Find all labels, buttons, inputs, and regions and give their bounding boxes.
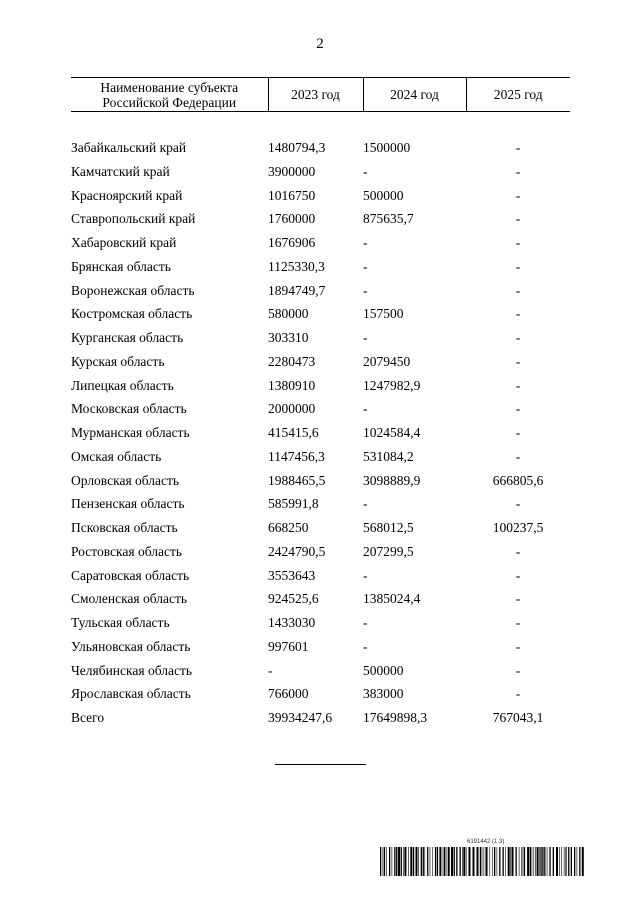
region-name-cell: Тульская область bbox=[71, 615, 170, 631]
value-2023-cell: 3553643 bbox=[268, 567, 316, 583]
table-body bbox=[71, 112, 570, 730]
region-name-cell: Пензенская область bbox=[71, 496, 185, 512]
value-2023-cell: 924525,6 bbox=[268, 591, 319, 607]
region-name-cell: Ульяновская область bbox=[71, 638, 191, 654]
value-2025-cell: - bbox=[515, 615, 521, 631]
value-2025-cell: - bbox=[515, 306, 521, 322]
value-2024-cell: 2079450 bbox=[363, 353, 411, 369]
value-2024-cell: 207299,5 bbox=[363, 543, 414, 559]
value-2024-cell: 1024584,4 bbox=[363, 425, 421, 441]
table-row bbox=[71, 635, 570, 659]
value-2025-cell: - bbox=[515, 425, 521, 441]
table-row bbox=[71, 278, 570, 302]
region-name-cell: Костромская область bbox=[71, 306, 193, 322]
value-2024-cell: 500000 bbox=[363, 187, 404, 203]
value-2023-cell: 1480794,3 bbox=[268, 140, 326, 156]
region-name-cell: Орловская область bbox=[71, 472, 180, 488]
table-row bbox=[71, 231, 570, 255]
value-2023-cell: 1676906 bbox=[268, 235, 316, 251]
region-name-cell: Московская область bbox=[71, 401, 187, 417]
table-row bbox=[71, 136, 570, 160]
value-2024-cell: 157500 bbox=[363, 306, 404, 322]
region-name-cell: Ярославская область bbox=[71, 686, 191, 702]
value-2024-cell: - bbox=[363, 163, 368, 179]
region-name-cell: Всего bbox=[71, 710, 105, 726]
region-name-cell: Саратовская область bbox=[71, 567, 190, 583]
value-2023-cell: 1988465,5 bbox=[268, 472, 326, 488]
value-2024-cell: - bbox=[363, 638, 368, 654]
value-2025-cell: - bbox=[515, 163, 521, 179]
value-2024-cell: - bbox=[363, 330, 368, 346]
value-2024-cell: - bbox=[363, 496, 368, 512]
barcode-icon bbox=[380, 847, 584, 876]
value-2025-cell: - bbox=[515, 258, 521, 274]
value-2024-cell: 3098889,9 bbox=[363, 472, 421, 488]
value-2024-cell: - bbox=[363, 235, 368, 251]
value-2023-cell: 1894749,7 bbox=[268, 282, 326, 298]
value-2024-cell: 17649898,3 bbox=[363, 710, 428, 726]
region-name-cell: Псковская область bbox=[71, 520, 178, 536]
header-year-2023: 2023 год bbox=[268, 78, 363, 112]
value-2025-cell: - bbox=[515, 235, 521, 251]
value-2023-cell: 1380910 bbox=[268, 377, 316, 393]
value-2024-cell: - bbox=[363, 258, 368, 274]
value-2023-cell: - bbox=[268, 662, 273, 678]
table-row bbox=[71, 207, 570, 231]
header-region-name bbox=[71, 78, 268, 112]
region-name-cell: Челябинская область bbox=[71, 662, 193, 678]
table-row bbox=[71, 255, 570, 279]
value-2025-cell: - bbox=[515, 591, 521, 607]
value-2025-cell: - bbox=[515, 662, 521, 678]
value-2023-cell: 2000000 bbox=[268, 401, 316, 417]
value-2024-cell: 500000 bbox=[363, 662, 404, 678]
value-2025-cell: - bbox=[515, 638, 521, 654]
region-name-cell: Курская область bbox=[71, 353, 165, 369]
table-row bbox=[71, 611, 570, 635]
table-row bbox=[71, 350, 570, 374]
value-2024-cell: 1385024,4 bbox=[363, 591, 421, 607]
table-row bbox=[71, 397, 570, 421]
table-row bbox=[71, 183, 570, 207]
value-2024-cell: - bbox=[363, 401, 368, 417]
table-row bbox=[71, 587, 570, 611]
region-name-cell: Забайкальский край bbox=[71, 140, 187, 156]
region-name-cell: Ставропольский край bbox=[71, 211, 196, 227]
value-2025-cell: 767043,1 bbox=[492, 710, 544, 726]
region-name-cell: Мурманская область bbox=[71, 425, 190, 441]
value-2024-cell: - bbox=[363, 615, 368, 631]
value-2023-cell: 1433030 bbox=[268, 615, 316, 631]
header-spacer bbox=[71, 112, 570, 136]
value-2023-cell: 668250 bbox=[268, 520, 309, 536]
region-name-cell: Воронежская область bbox=[71, 282, 195, 298]
table-row bbox=[71, 516, 570, 540]
value-2025-cell: - bbox=[515, 496, 521, 512]
value-2025-cell: - bbox=[515, 211, 521, 227]
region-name-cell: Брянская область bbox=[71, 258, 171, 274]
value-2023-cell: 39934247,6 bbox=[268, 710, 333, 726]
header-region-name-line2: Российской Федерации bbox=[102, 94, 237, 110]
table-row bbox=[71, 540, 570, 564]
value-2024-cell: 1247982,9 bbox=[363, 377, 421, 393]
header-region-name-line1: Наименование субъекта bbox=[100, 79, 239, 95]
value-2025-cell: - bbox=[515, 353, 521, 369]
value-2023-cell: 2424790,5 bbox=[268, 543, 326, 559]
value-2025-cell: - bbox=[515, 187, 521, 203]
header-year-2024: 2024 год bbox=[363, 78, 466, 112]
value-2024-cell: 875635,7 bbox=[363, 211, 414, 227]
header-year-2025: 2025 год bbox=[466, 78, 570, 112]
table-header-row bbox=[71, 78, 570, 112]
table-row bbox=[71, 682, 570, 706]
region-name-cell: Курганская область bbox=[71, 330, 184, 346]
table-row bbox=[71, 706, 570, 730]
value-2023-cell: 997601 bbox=[268, 638, 309, 654]
value-2023-cell: 580000 bbox=[268, 306, 309, 322]
value-2025-cell: - bbox=[515, 140, 521, 156]
region-name-cell: Омская область bbox=[71, 448, 162, 464]
value-2025-cell: - bbox=[515, 377, 521, 393]
value-2024-cell: - bbox=[363, 567, 368, 583]
table-row bbox=[71, 373, 570, 397]
table-row bbox=[71, 326, 570, 350]
table-row bbox=[71, 445, 570, 469]
value-2025-cell: - bbox=[515, 567, 521, 583]
value-2024-cell: - bbox=[363, 282, 368, 298]
value-2025-cell: - bbox=[515, 448, 521, 464]
table-row bbox=[71, 421, 570, 445]
value-2023-cell: 1125330,3 bbox=[268, 258, 325, 274]
value-2024-cell: 568012,5 bbox=[363, 520, 414, 536]
value-2024-cell: 531084,2 bbox=[363, 448, 414, 464]
value-2025-cell: - bbox=[515, 686, 521, 702]
value-2024-cell: 383000 bbox=[363, 686, 404, 702]
region-name-cell: Хабаровский край bbox=[71, 235, 177, 251]
value-2023-cell: 3900000 bbox=[268, 163, 316, 179]
table-row bbox=[71, 160, 570, 184]
value-2023-cell: 766000 bbox=[268, 686, 309, 702]
value-2025-cell: - bbox=[515, 282, 521, 298]
region-name-cell: Липецкая область bbox=[71, 377, 174, 393]
value-2025-cell: 100237,5 bbox=[492, 520, 544, 536]
table-row bbox=[71, 468, 570, 492]
value-2025-cell: - bbox=[515, 543, 521, 559]
value-2023-cell: 585991,8 bbox=[268, 496, 319, 512]
value-2023-cell: 1147456,3 bbox=[268, 448, 325, 464]
table-row bbox=[71, 492, 570, 516]
value-2025-cell: 666805,6 bbox=[492, 472, 544, 488]
value-2023-cell: 1760000 bbox=[268, 211, 316, 227]
page-number: 2 bbox=[316, 36, 324, 52]
value-2025-cell: - bbox=[515, 330, 521, 346]
separator-line bbox=[275, 764, 366, 765]
table-row bbox=[71, 563, 570, 587]
value-2025-cell: - bbox=[515, 401, 521, 417]
subsidy-table bbox=[71, 77, 570, 730]
table-row bbox=[71, 658, 570, 682]
value-2023-cell: 415415,6 bbox=[268, 425, 319, 441]
value-2024-cell: 1500000 bbox=[363, 140, 411, 156]
region-name-cell: Ростовская область bbox=[71, 543, 182, 559]
document-code: 6191442 (1.3) bbox=[467, 839, 505, 845]
region-name-cell: Смоленская область bbox=[71, 591, 188, 607]
region-name-cell: Камчатский край bbox=[71, 163, 170, 179]
value-2023-cell: 2280473 bbox=[268, 353, 316, 369]
value-2023-cell: 303310 bbox=[268, 330, 309, 346]
table-row bbox=[71, 302, 570, 326]
value-2023-cell: 1016750 bbox=[268, 187, 316, 203]
region-name-cell: Красноярский край bbox=[71, 187, 183, 203]
